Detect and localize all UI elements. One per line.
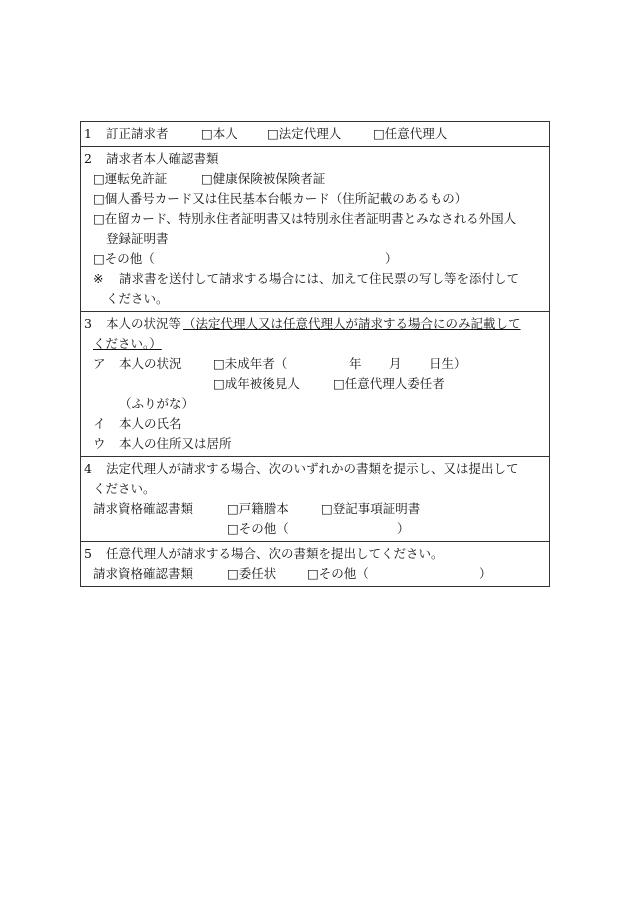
registry-certificate-checkbox[interactable]: □登記事項証明書: [321, 501, 421, 516]
birth-month-label: 月: [389, 356, 402, 371]
legal-rep-other-checkbox[interactable]: □その他（: [227, 521, 289, 536]
principal-status-condition-1: （法定代理人又は任意代理人が請求する場合にのみ記載して: [183, 316, 521, 331]
birth-day-label: 日生）: [429, 356, 467, 371]
principal-address-label: 本人の住所又は居所: [119, 436, 232, 451]
section-2-identity-documents: [81, 146, 549, 311]
other-document-checkbox[interactable]: □その他（: [93, 251, 155, 266]
voluntary-other-checkbox[interactable]: □その他（: [307, 566, 369, 581]
family-register-checkbox[interactable]: □戸籍謄本: [227, 501, 289, 516]
section-1-number: 1: [84, 126, 92, 141]
identity-documents-title: 請求者本人確認書類: [106, 151, 219, 166]
power-of-attorney-checkbox[interactable]: □委任状: [227, 566, 277, 581]
option-voluntary-agent-checkbox[interactable]: □任意代理人: [373, 126, 448, 141]
principal-status-condition-2: ください。）: [93, 336, 162, 351]
note-mark: ※: [93, 271, 104, 286]
requester-label: 訂正請求者: [106, 126, 169, 141]
voluntary-other-close: ）: [479, 566, 492, 581]
item-a-mark: ア: [93, 356, 106, 371]
option-self-checkbox[interactable]: □本人: [201, 126, 238, 141]
section-2-number: 2: [84, 151, 92, 166]
residence-card-checkbox[interactable]: □在留カード、特別永住者証明書又は特別永住者証明書とみなされる外国人: [93, 211, 517, 226]
furigana-label: （ふりがな）: [119, 396, 195, 411]
section-4-number: 4: [84, 461, 92, 476]
section-5-number: 5: [84, 546, 92, 561]
section-5-voluntary-agent-documents: [81, 541, 549, 586]
voluntary-qualification-docs-label: 請求資格確認書類: [93, 566, 194, 581]
residence-card-continuation: 登録証明書: [106, 231, 169, 246]
other-document-close: ）: [385, 251, 398, 266]
item-a-label: 本人の状況: [119, 356, 182, 371]
principal-status-title: 本人の状況等: [106, 316, 182, 331]
minor-checkbox[interactable]: □未成年者（: [213, 356, 288, 371]
correction-request-form-table: [80, 121, 550, 587]
voluntary-agent-instruction: 任意代理人が請求する場合、次の書類を提出してください。: [106, 546, 444, 561]
health-insurance-checkbox[interactable]: □健康保険被保険者証: [201, 171, 326, 186]
section-3-number: 3: [84, 316, 92, 331]
item-i-mark: イ: [93, 416, 106, 431]
section-1-requester: [81, 122, 549, 146]
drivers-license-checkbox[interactable]: □運転免許証: [93, 171, 168, 186]
item-u-mark: ウ: [93, 436, 106, 451]
note-line-2: ください。: [106, 291, 169, 306]
principal-name-label: 本人の氏名: [119, 416, 182, 431]
voluntary-agent-principal-checkbox[interactable]: □任意代理人委任者: [333, 376, 445, 391]
legal-rep-instruction-2: ください。: [93, 481, 156, 496]
legal-rep-other-close: ）: [397, 521, 410, 536]
note-line-1: 請求書を送付して請求する場合には、加えて住民票の写し等を添付して: [119, 271, 520, 286]
option-legal-representative-checkbox[interactable]: □法定代理人: [267, 126, 342, 141]
adult-guardian-checkbox[interactable]: □成年被後見人: [213, 376, 300, 391]
birth-year-label: 年: [349, 356, 362, 371]
legal-rep-instruction-1: 法定代理人が請求する場合、次のいずれかの書類を提示し、又は提出して: [106, 461, 519, 476]
mynumber-card-checkbox[interactable]: □個人番号カード又は住民基本台帳カード（住所記載のあるもの）: [93, 191, 468, 206]
section-3-principal-status: [81, 311, 549, 456]
qualification-docs-label: 請求資格確認書類: [93, 501, 194, 516]
section-4-legal-representative-documents: [81, 456, 549, 541]
